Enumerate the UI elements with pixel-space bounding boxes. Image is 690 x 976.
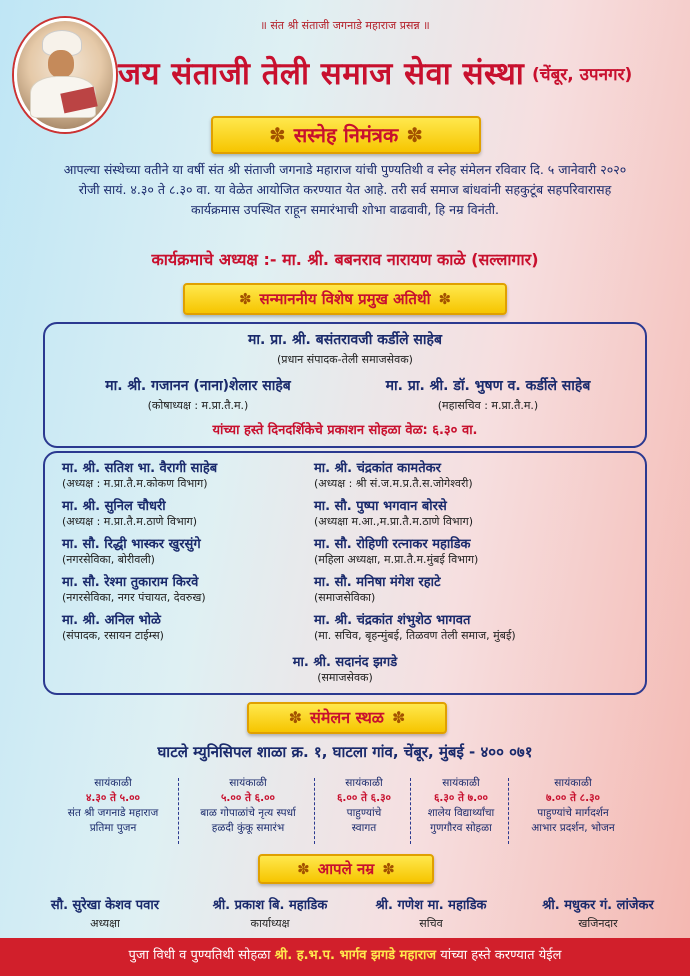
schedule-label: सायंकाळी <box>345 777 383 789</box>
organizer-role: खजिनदार <box>578 917 618 930</box>
schedule-divider <box>178 778 179 844</box>
guests-banner <box>183 283 507 315</box>
guest-right-name: मा. प्रा. श्री. डॉ. भुषण व. कर्डीले साहेब <box>385 378 591 394</box>
dignitary-name: मा. श्री. चंद्रकांत कामतेकर <box>314 461 441 476</box>
dignitary-name: मा. श्री. अनिल भोळे <box>62 613 161 628</box>
dignitary-role: (अध्यक्षा म.आ.,म.प्रा.तै.म.ठाणे विभाग) <box>314 515 473 528</box>
schedule-time: ७.०० ते ८.३० <box>545 792 601 804</box>
organizers-banner <box>258 854 434 884</box>
schedule-item <box>414 776 508 846</box>
schedule-divider <box>314 778 315 844</box>
schedule-divider <box>410 778 411 844</box>
flourish-icon: ✽ <box>238 290 252 308</box>
guest-right-role: (महासचिव : म.प्रा.तै.म.) <box>437 399 539 412</box>
schedule-event1: शालेय विद्यार्थ्यांचा <box>427 807 495 819</box>
chief-guest-name: मा. प्रा. श्री. बसंतरावजी कर्डीले साहेब <box>248 332 442 348</box>
schedule-item <box>182 776 314 846</box>
schedule-event1: पाहुण्यांचे मार्गदर्शन <box>537 807 609 819</box>
dignitary-name: मा. श्री. सतिश भा. वैरागी साहेब <box>62 461 218 476</box>
organization-title: जय संताजी तेली समाज सेवा संस्था <box>118 56 525 92</box>
schedule-event2: हळदी कुंकू समारंभ <box>211 822 285 834</box>
schedule-time: ५.०० ते ६.०० <box>220 792 276 804</box>
schedule-event2: प्रतिमा पुजन <box>89 822 137 834</box>
schedule-event1: संत श्री जगनाडे महाराज <box>67 807 159 819</box>
schedule-event2: आभार प्रदर्शन, भोजन <box>531 822 615 834</box>
portrait-face <box>48 50 74 78</box>
schedule-item <box>48 776 178 846</box>
dignitary-role: (अध्यक्ष : श्री सं.ज.म.प्र.तै.स.जोगेश्वरी) <box>314 477 473 490</box>
schedule-event2: स्वागत <box>351 822 377 834</box>
dignitary-role: (संपादक, रसायन टाईम्स) <box>62 629 164 642</box>
dignitary-role: (अध्यक्ष : म.प्रा.तै.म.ठाणे विभाग) <box>62 515 198 528</box>
dignitary-last-name: मा. श्री. सदानंद झगडे <box>292 655 398 670</box>
schedule-label: सायंकाळी <box>94 777 132 789</box>
dignitary-name: मा. सौ. रिद्धी भास्कर खुरसुंगे <box>62 537 201 552</box>
footer-post: यांच्या हस्ते करण्यात येईल <box>440 948 562 963</box>
dignitary-name: मा. सौ. रोहिणी रत्नाकर महाडिक <box>314 537 471 552</box>
schedule-label: सायंकाळी <box>229 777 267 789</box>
guest-left-name: मा. श्री. गजानन (नाना)शेलार साहेब <box>105 378 291 394</box>
organization-location: (चेंबूर, उपनगर) <box>532 65 633 85</box>
venue-address: घाटले म्युनिसिपल शाळा क्र. १, घाटला गांव, चेंबूर, मुंबई - ४०० ०७१ <box>157 743 533 761</box>
schedule-time: ६.३० ते ७.०० <box>433 792 489 804</box>
blessing-line: ॥ संत श्री संताजी जगनाडे महाराज प्रसन्न ॥ <box>260 19 430 32</box>
flourish-icon: ✽ <box>406 123 423 147</box>
schedule-time: ४.३० ते ५.०० <box>85 792 141 804</box>
guest-left-role: (कोषाध्यक्ष : म.प्रा.तै.म.) <box>147 399 249 412</box>
organizer-role: कार्याध्यक्ष <box>250 917 290 930</box>
venue-banner <box>247 702 447 734</box>
dignitary-name: मा. सौ. मनिषा मंगेश रहाटे <box>314 575 441 590</box>
dignitary-name: मा. श्री. सुनिल चौधरी <box>62 499 166 514</box>
flourish-icon: ✽ <box>438 290 452 308</box>
dignitary-role: (मा. सचिव, बृहन्मुंबई, तिळवण तेली समाज, मुंबई) <box>314 629 516 642</box>
schedule-label: सायंकाळी <box>442 777 480 789</box>
schedule-event2: गुणगौरव सोहळा <box>430 822 492 834</box>
schedule-label: सायंकाळी <box>554 777 592 789</box>
dignitary-role: (महिला अध्यक्षा, म.प्रा.तै.म.मुंबई विभाग) <box>314 553 479 566</box>
organizer-name: सौ. सुरेखा केशव पवार <box>50 898 160 913</box>
flourish-icon: ✽ <box>382 860 395 878</box>
dignitary-role: (नगरसेविका, नगर पंचायत, देवरुख) <box>62 591 206 604</box>
calendar-release-note: यांच्या हस्ते दिनदर्शिकेचे प्रकाशन सोहळा वेळ: ६.३० वा. <box>212 423 478 438</box>
flourish-icon: ✽ <box>391 708 406 727</box>
footer-banner <box>0 938 690 976</box>
organizers-banner-label: आपले नम्र <box>317 860 375 878</box>
schedule-event1: बाळ गोपाळांचे नृत्य स्पर्धा <box>200 807 296 819</box>
program-president: कार्यक्रमाचे अध्यक्ष :- मा. श्री. बबनराव नारायण काळे (सल्लागार) <box>151 250 539 269</box>
dignitary-role: (समाजसेविका) <box>314 591 376 604</box>
chief-guest-role: (प्रधान संपादक-तेली समाजसेवक) <box>277 353 413 366</box>
dignitary-name: मा. सौ. रेश्मा तुकाराम किरवे <box>62 575 199 590</box>
schedule-time: ६.०० ते ६.३० <box>336 792 392 804</box>
footer-pre: पुजा विधी व पुण्यतिथी सोहळा <box>128 948 271 963</box>
organizer-name: श्री. प्रकाश बि. महाडिक <box>212 898 328 913</box>
venue-banner-label: संमेलन स्थळ <box>310 708 384 727</box>
footer-highlight: श्री. ह.भ.प. भार्गव झगडे महाराज <box>274 948 437 963</box>
organizer-role: सचिव <box>419 917 443 930</box>
dignitary-last-role: (समाजसेवक) <box>317 671 373 684</box>
organizer-role: अध्यक्षा <box>90 917 120 930</box>
dignitary-name: मा. सौ. पुष्पा भगवान बोरसे <box>314 499 447 514</box>
dignitary-role: (अध्यक्ष : म.प्रा.तै.म.कोकण विभाग) <box>62 477 208 490</box>
guests-banner-label: सन्माननीय विशेष प्रमुख अतिथी <box>259 290 431 308</box>
invitation-paragraph: आपल्या संस्थेच्या वतीने या वर्षी संत श्री संताजी जगनाडे महाराज यांची पुण्यतिथी व स्नेह संमेलन रविवार दि. ५ जानेवारी २०२० रोजी सायं. ४.३० ते ८.३० वा. या वेळेत आयोजित करण्यात येत आहे. तरी सर्व समाज बांधवांनी सहकुटूंब सहपरिवारासह कार्यक्रमास उपस्थित राहून समारंभाची शोभा वाढवावी, हि नम्र विनंती. <box>63 162 627 217</box>
dignitary-role: (नगरसेविका, बोरीवली) <box>62 553 155 566</box>
schedule-item <box>318 776 410 846</box>
organizer-name: श्री. गणेश मा. महाडिक <box>375 898 487 913</box>
flourish-icon: ✽ <box>297 860 310 878</box>
invitation-banner <box>211 116 481 154</box>
schedule-divider <box>508 778 509 844</box>
invitation-banner-label: सस्नेह निमंत्रक <box>293 123 399 147</box>
organizer-name: श्री. मधुकर गं. लांजेकर <box>542 898 654 913</box>
flourish-icon: ✽ <box>288 708 302 727</box>
schedule-event1: पाहुण्यांचे <box>346 807 382 819</box>
flourish-icon: ✽ <box>268 123 286 147</box>
schedule-item <box>512 776 634 846</box>
dignitary-name: मा. श्री. चंद्रकांत शंभुशेठ भागवत <box>314 613 471 628</box>
